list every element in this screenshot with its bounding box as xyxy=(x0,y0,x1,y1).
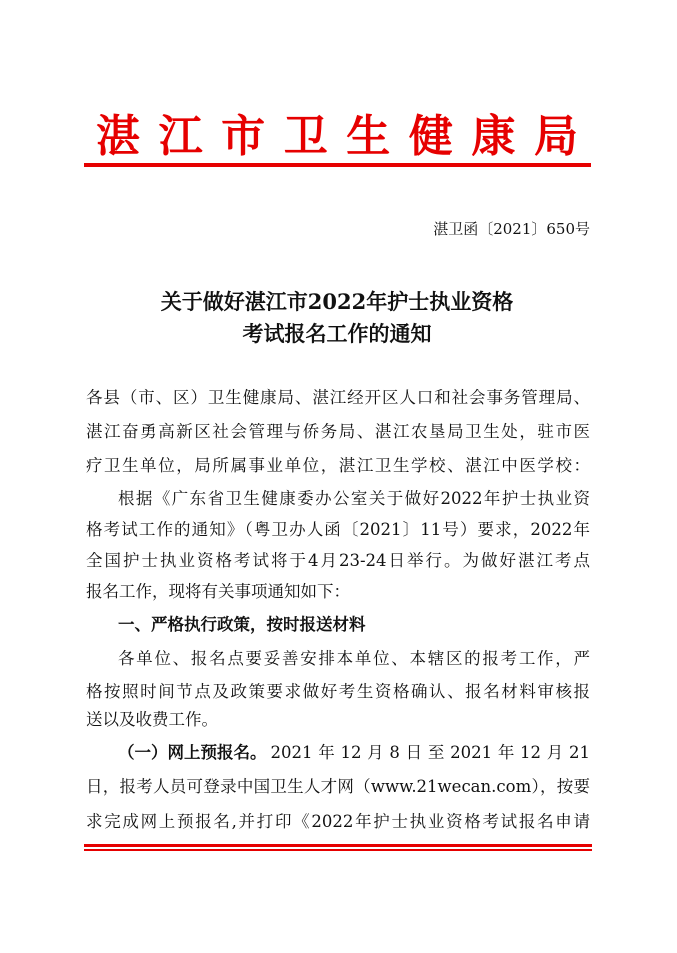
body-text: 2021年12月8日至2021年12月21 xyxy=(270,743,590,762)
org-char: 卫 xyxy=(283,111,328,162)
body-line: 各单位、报名点要妥善安排本单位、本辖区的报考工作，严 xyxy=(118,649,590,668)
org-char: 局 xyxy=(533,111,578,162)
org-char: 市 xyxy=(221,111,266,162)
body-line: 各县（市、区）卫生健康局、湛江经开区人口和社会事务管理局、 xyxy=(86,388,590,407)
body-line: 求完成网上预报名,并打印《2022年护士执业资格考试报名申请 xyxy=(86,812,590,831)
body-line: 格考试工作的通知》（粤卫办人函〔2021〕11号）要求，2022年 xyxy=(86,520,590,539)
body-line: 疗卫生单位，局所属事业单位，湛江卫生学校、湛江中医学校： xyxy=(86,456,590,475)
issuing-organization-header xyxy=(84,112,590,162)
footer-red-rule-thick xyxy=(84,844,592,847)
body-line: 根据《广东省卫生健康委办公室关于做好2022年护士执业资 xyxy=(118,489,590,508)
title-line-2: 考试报名工作的通知 xyxy=(242,321,432,346)
body-line: 湛江奋勇高新区社会管理与侨务局、湛江农垦局卫生处，驻市医 xyxy=(86,422,590,441)
org-char: 生 xyxy=(346,111,391,162)
footer-red-rule-thin xyxy=(84,849,592,851)
body-line-subsection xyxy=(118,742,590,764)
body-line: 日，报考人员可登录中国卫生人才网（www.21wecan.com），按要 xyxy=(86,777,590,796)
header-red-rule xyxy=(84,163,591,167)
org-char: 健 xyxy=(408,111,453,162)
body-line: 全国护士执业资格考试将于4月23-24日举行。为做好湛江考点 xyxy=(86,551,590,570)
section-heading: 一、严格执行政策，按时报送材料 xyxy=(118,615,366,634)
org-char: 湛 xyxy=(96,111,140,162)
body-line: 格按照时间节点及政策要求做好考生资格确认、报名材料审核报 xyxy=(86,682,590,701)
subsection-heading: （一）网上预报名。 xyxy=(118,743,267,762)
body-line: 报名工作，现将有关事项通知如下： xyxy=(86,582,350,601)
org-char: 康 xyxy=(471,111,516,162)
org-char: 江 xyxy=(158,111,203,162)
body-line: 送以及收费工作。 xyxy=(86,710,218,729)
title-line-1: 关于做好湛江市2022年护士执业资格 xyxy=(160,289,514,314)
document-number: 湛卫函〔2021〕650号 xyxy=(433,220,590,238)
